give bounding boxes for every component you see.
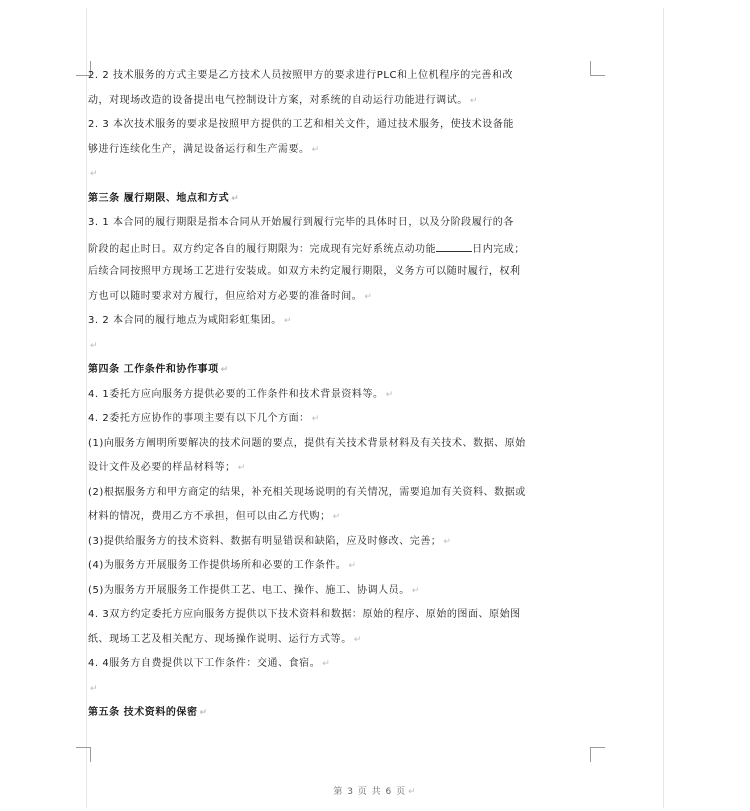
line-text: 4. 2委托方应协作的事项主要有以下几个方面： <box>88 413 310 424</box>
page-footer <box>87 784 663 797</box>
paragraph-mark: ↵ <box>469 95 478 106</box>
text-line <box>88 658 588 683</box>
text-line <box>88 242 588 267</box>
paragraph-mark: ↵ <box>348 561 357 571</box>
section-heading <box>88 707 588 732</box>
empty-line <box>88 683 588 708</box>
text-line <box>88 144 588 169</box>
text-line <box>88 95 588 120</box>
fill-in-blank <box>436 242 472 252</box>
line-text: 第四条 工作条件和协作事项 <box>88 364 219 375</box>
line-text: 3. 2 本合同的履行地点为咸阳彩虹集团。 <box>88 315 282 326</box>
text-line <box>88 560 588 585</box>
paragraph-mark: ↵ <box>90 169 99 179</box>
empty-line <box>88 340 588 365</box>
line-text: 4. 3双方约定委托方应向服务方提供以下技术资料和数据：原始的程序、原始的图面、原始图 <box>88 609 521 620</box>
paragraph-mark: ↵ <box>231 193 240 204</box>
paragraph-mark: ↵ <box>332 512 341 522</box>
line-text-after-blank: 日内完成； <box>472 243 525 255</box>
paragraph-mark: ↵ <box>408 787 417 797</box>
text-line <box>88 119 588 144</box>
line-text: (4)为服务方开展服务工作提供场所和必要的工作条件。 <box>88 560 347 571</box>
paragraph-mark: ↵ <box>199 708 208 718</box>
paragraph-mark: ↵ <box>364 291 373 302</box>
line-text: 2. 2 技术服务的方式主要是乙方技术人员按照甲方的要求进行PLC和上位机程序的完善和改 <box>88 70 514 81</box>
document-body <box>88 70 588 732</box>
text-line <box>88 438 588 463</box>
text-line <box>88 609 588 634</box>
empty-line <box>88 168 588 193</box>
line-text: 够进行连续化生产，满足设备运行和生产需要。 <box>88 143 310 155</box>
text-line <box>88 536 588 561</box>
paragraph-mark: ↵ <box>237 463 246 473</box>
paragraph-mark: ↵ <box>90 683 99 694</box>
text-line <box>88 266 588 291</box>
line-text: 第五条 技术资料的保密 <box>88 707 198 718</box>
line-text: (2)根据服务方和甲方商定的结果，补充相关现场说明的有关情况，需要追加有关资料、数据或 <box>88 486 526 498</box>
text-line <box>88 413 588 438</box>
line-text: 4. 1委托方应向服务方提供必要的工作条件和技术背景资料等。 <box>88 388 384 400</box>
line-text: (5)为服务方开展服务工作提供工艺、电工、操作、施工、协调人员。 <box>88 584 410 596</box>
paragraph-mark: ↵ <box>411 585 420 596</box>
line-text: 3. 1 本合同的履行期限是指本合同从开始履行到履行完毕的具体时日，以及分阶段履行的各 <box>88 217 514 228</box>
paragraph-mark: ↵ <box>443 536 452 547</box>
line-text: 材料的情况，费用乙方不承担，但可以由乙方代购； <box>88 511 331 522</box>
line-text: (3)提供给服务方的技术资料、数据有明显错误和缺陷，应及时修改、完善； <box>88 535 442 547</box>
text-line <box>88 487 588 512</box>
text-line <box>88 291 588 316</box>
line-text: 设计文件及必要的样品材料等； <box>88 462 236 473</box>
paragraph-mark: ↵ <box>90 340 99 351</box>
paragraph-mark: ↵ <box>353 634 362 645</box>
paragraph-mark: ↵ <box>385 389 394 400</box>
paragraph-mark: ↵ <box>283 316 292 326</box>
text-line <box>88 389 588 414</box>
paragraph-mark: ↵ <box>220 365 229 375</box>
line-text: 阶段的起止时日。双方约定各自的履行期限为：完成现有完好系统点动功能 <box>88 243 437 255</box>
line-text: 第三条 履行期限、地点和方式 <box>88 192 230 204</box>
text-line <box>88 634 588 659</box>
text-line <box>88 585 588 610</box>
section-heading <box>88 193 588 218</box>
line-text: 2. 3 本次技术服务的要求是按照甲方提供的工艺和相关文件，通过技术服务，使技术设备能 <box>88 119 514 130</box>
margin-corner-bottom-left <box>76 747 91 762</box>
line-text: 动，对现场改造的设备提出电气控制设计方案，对系统的自动运行功能进行调试。 <box>88 94 468 106</box>
paragraph-mark: ↵ <box>311 414 320 424</box>
margin-corner-bottom-right <box>590 747 605 762</box>
paragraph-mark: ↵ <box>311 144 320 155</box>
line-text: 4. 4服务方自费提供以下工作条件：交通、食宿。 <box>88 658 321 669</box>
line-text: 方也可以随时要求对方履行，但应给对方必要的准备时间。 <box>88 290 363 302</box>
line-text: (1)向服务方阐明所要解决的技术问题的要点，提供有关技术背景材料及有关技术、数据、原始 <box>88 437 526 449</box>
paragraph-mark: ↵ <box>322 659 331 669</box>
text-line <box>88 315 588 340</box>
text-line <box>88 511 588 536</box>
text-line <box>88 217 588 242</box>
text-line <box>88 70 588 95</box>
text-line <box>88 462 588 487</box>
margin-corner-top-right <box>590 61 605 76</box>
section-heading <box>88 364 588 389</box>
line-text: 后续合同按照甲方现场工艺进行安装成。如双方未约定履行期限，义务方可以随时履行，权利 <box>88 266 521 277</box>
line-text: 纸、现场工艺及相关配方、现场操作说明、运行方式等。 <box>88 633 352 645</box>
page-number-label: 第 3 页 共 6 页 <box>333 787 407 797</box>
